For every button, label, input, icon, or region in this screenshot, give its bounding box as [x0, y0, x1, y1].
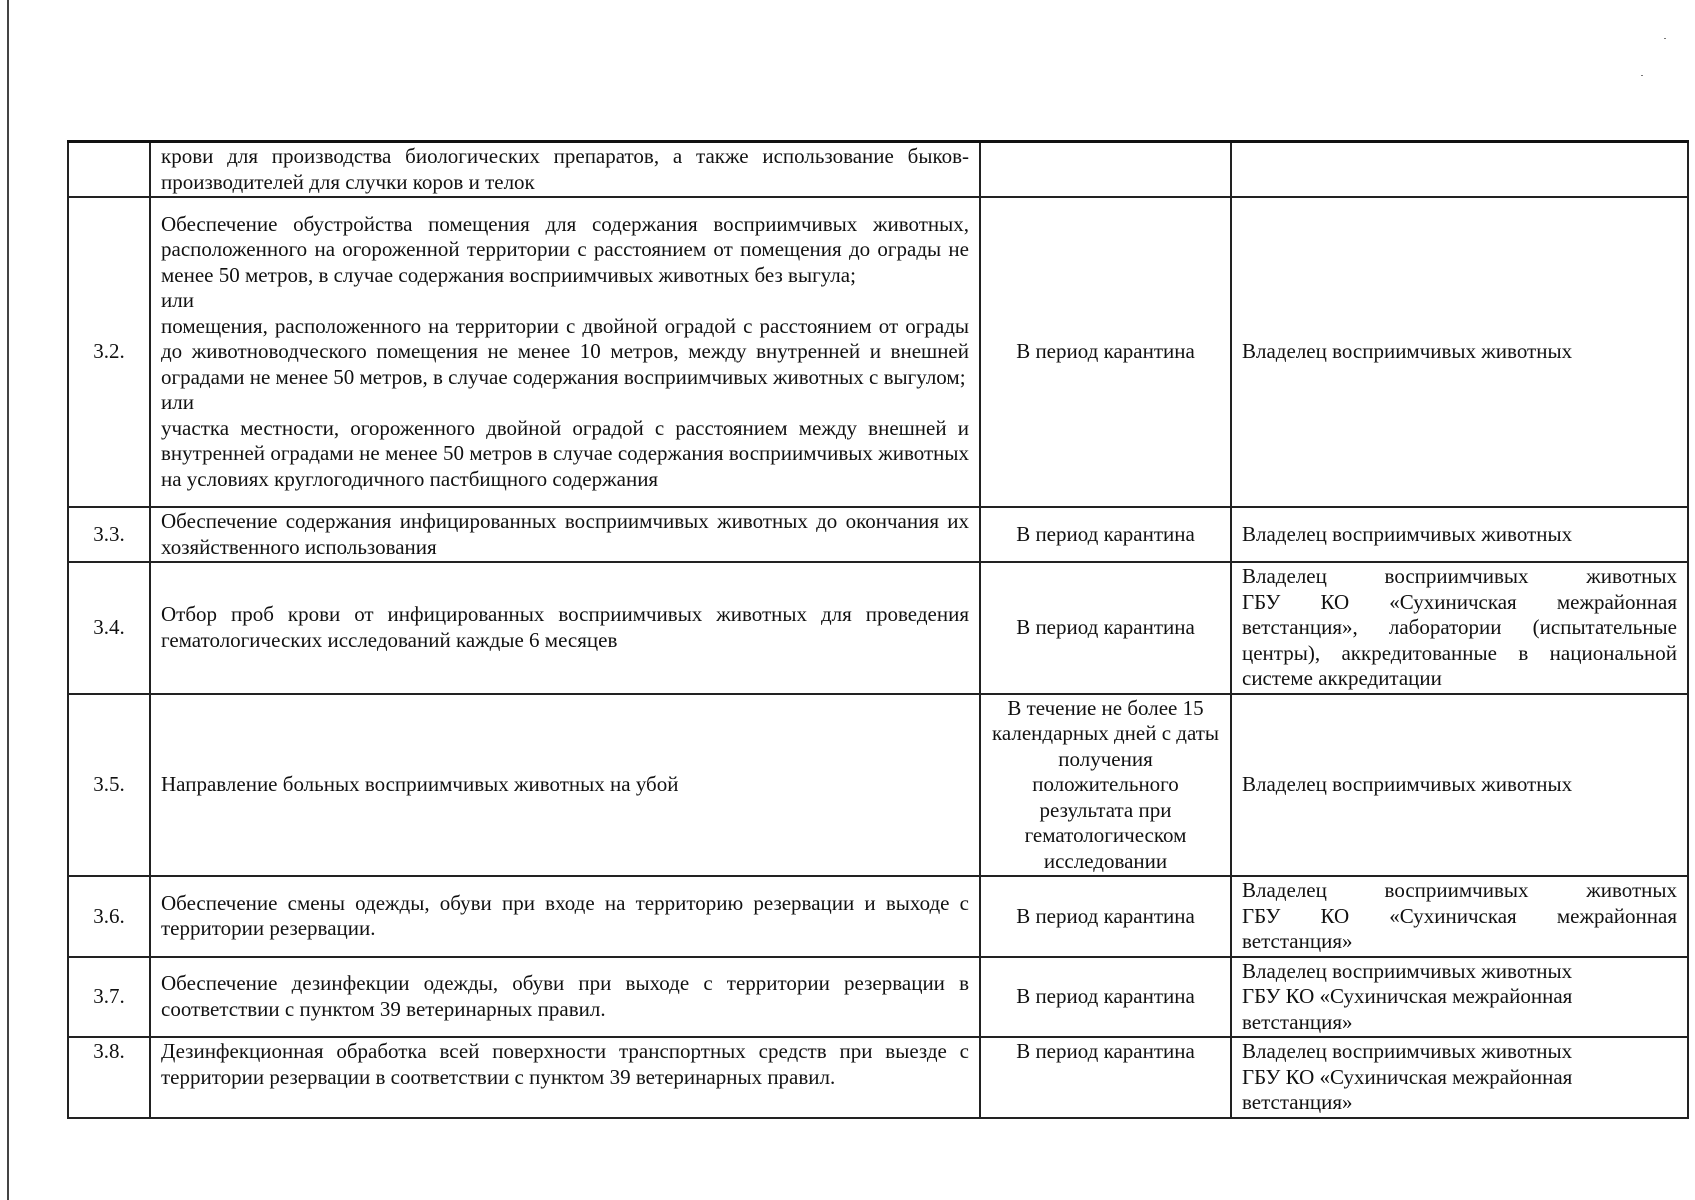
responsible-cell: Владелец восприимчивых животных	[1231, 507, 1688, 562]
responsible-cell	[1231, 142, 1688, 198]
row-number: 3.6.	[68, 876, 150, 957]
measure-text: Обеспечение дезинфекции одежды, обуви при выходе с территории резервации в соответствии с пунктом 39 ветеринарных правил.	[150, 957, 980, 1038]
responsible-cell: Владелец восприимчивых животных ГБУ КО «Сухиничская межрайонная ветстанция», лаборатории (испытательные центры), аккредитованные в национальной системе аккредитации	[1231, 562, 1688, 694]
table-row	[68, 562, 1688, 694]
row-number: 3.2.	[68, 197, 150, 507]
row-number: 3.8.	[68, 1037, 150, 1118]
term-cell: В период карантина	[980, 876, 1231, 957]
row-number	[68, 142, 150, 198]
table-row	[68, 142, 1688, 198]
measure-text: Обеспечение содержания инфицированных восприимчивых животных до окончания их хозяйственного использования	[150, 507, 980, 562]
measure-text: Дезинфекционная обработка всей поверхности транспортных средств при выезде с территории резервации в соответствии с пунктом 39 ветеринарных правил.	[150, 1037, 980, 1118]
measures-table	[67, 140, 1689, 1119]
measure-text: Направление больных восприимчивых животных на убой	[150, 694, 980, 877]
table-row	[68, 694, 1688, 877]
measure-text: Обеспечение смены одежды, обуви при входе на территорию резервации и выходе с территории резервации.	[150, 876, 980, 957]
table-row	[68, 197, 1688, 507]
row-number: 3.4.	[68, 562, 150, 694]
table-row	[68, 876, 1688, 957]
row-number: 3.7.	[68, 957, 150, 1038]
responsible-cell: Владелец восприимчивых животных ГБУ КО «Сухиничская межрайонная ветстанция»	[1231, 957, 1688, 1038]
measure-text: крови для производства биологических препаратов, а также использование быков-производителей для случки коров и телок	[150, 142, 980, 198]
measure-text: Отбор проб крови от инфицированных восприимчивых животных для проведения гематологических исследований каждые 6 месяцев	[150, 562, 980, 694]
term-cell	[980, 142, 1231, 198]
responsible-cell: Владелец восприимчивых животных ГБУ КО «Сухиничская межрайонная ветстанция»	[1231, 876, 1688, 957]
term-cell: В период карантина	[980, 507, 1231, 562]
responsible-cell: Владелец восприимчивых животных	[1231, 694, 1688, 877]
term-cell: В период карантина	[980, 957, 1231, 1038]
row-number: 3.5.	[68, 694, 150, 877]
row-number: 3.3.	[68, 507, 150, 562]
page-margin-line	[7, 0, 9, 1200]
responsible-cell: Владелец восприимчивых животных ГБУ КО «Сухиничская межрайонная ветстанция»	[1231, 1037, 1688, 1118]
responsible-cell: Владелец восприимчивых животных	[1231, 197, 1688, 507]
measure-text: Обеспечение обустройства помещения для содержания восприимчивых животных, расположенного на огороженной территории с расстоянием от помещения до ограды не менее 50 метров, в случае содержания восприимчивых животных без выгула; или помещения, расположенного на территории с двойной оградой с расстоянием от ограды до животноводческого помещения не менее 10 метров, между внутренней и внешней оградами не менее 50 метров, в случае содержания восприимчивых животных с выгулом; или участка местности, огороженного двойной оградой с расстоянием между внешней и внутренней оградами не менее 50 метров в случае содержания восприимчивых животных на условиях круглогодичного пастбищного содержания	[150, 197, 980, 507]
table-row	[68, 1037, 1688, 1118]
term-cell: В течение не более 15 календарных дней с даты получения положительного результата при гематологическом исследовании	[980, 694, 1231, 877]
term-cell: В период карантина	[980, 197, 1231, 507]
term-cell: В период карантина	[980, 562, 1231, 694]
scan-speck	[1641, 75, 1643, 76]
table-row	[68, 957, 1688, 1038]
scan-speck	[1664, 38, 1666, 39]
table-row	[68, 507, 1688, 562]
term-cell: В период карантина	[980, 1037, 1231, 1118]
